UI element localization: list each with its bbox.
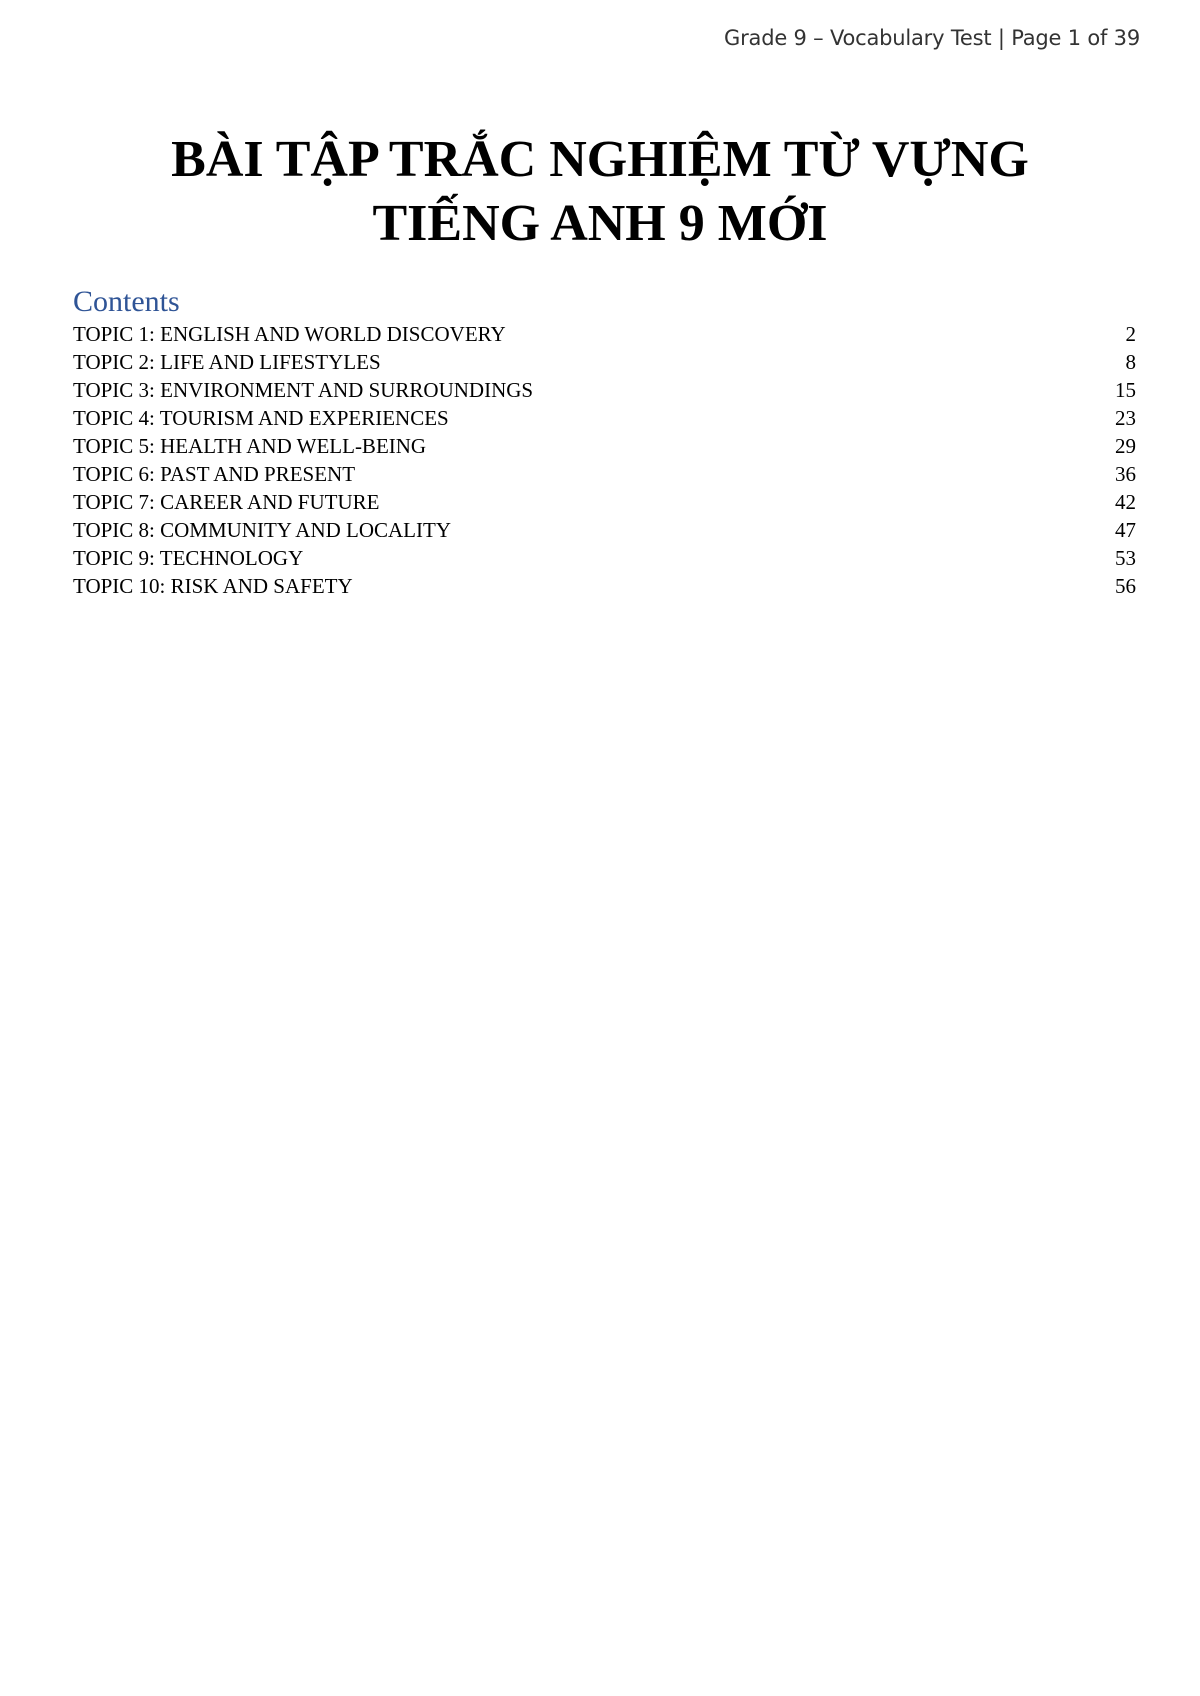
- document-title: [0, 128, 1200, 256]
- toc-entry-page-number: 47: [1115, 518, 1136, 542]
- toc-entry-page-number: 23: [1115, 406, 1136, 430]
- title-line-2: TIẾNG ANH 9 MỚI: [372, 195, 828, 252]
- toc-entry-page-number: 2: [1125, 322, 1136, 346]
- toc-entry-page-number: 53: [1115, 546, 1136, 570]
- toc-entry-topic-2[interactable]: [73, 348, 1136, 376]
- toc-entry-page-number: 56: [1115, 574, 1136, 598]
- toc-entry-topic-6[interactable]: [73, 460, 1136, 488]
- toc-entry-label: TOPIC 9: TECHNOLOGY: [73, 546, 304, 570]
- toc-entry-label: TOPIC 5: HEALTH AND WELL-BEING: [73, 434, 427, 458]
- page-header: Grade 9 – Vocabulary Test | Page 1 of 39: [724, 26, 1140, 50]
- toc-entry-page-number: 29: [1115, 434, 1136, 458]
- table-of-contents: [73, 284, 1136, 600]
- toc-entry-page-number: 15: [1115, 378, 1136, 402]
- toc-entry-page-number: 8: [1125, 350, 1136, 374]
- title-line-1: BÀI TẬP TRẮC NGHIỆM TỪ VỰNG: [171, 131, 1029, 188]
- toc-entry-topic-7[interactable]: [73, 488, 1136, 516]
- toc-entry-topic-10[interactable]: [73, 572, 1136, 600]
- toc-entry-label: TOPIC 1: ENGLISH AND WORLD DISCOVERY: [73, 322, 506, 346]
- toc-list: [73, 320, 1136, 600]
- toc-entry-topic-8[interactable]: [73, 516, 1136, 544]
- toc-entry-topic-3[interactable]: [73, 376, 1136, 404]
- toc-heading: Contents: [73, 285, 180, 318]
- toc-entry-topic-1[interactable]: [73, 320, 1136, 348]
- toc-entry-label: TOPIC 3: ENVIRONMENT AND SURROUNDINGS: [73, 378, 534, 402]
- toc-entry-topic-9[interactable]: [73, 544, 1136, 572]
- toc-entry-label: TOPIC 7: CAREER AND FUTURE: [73, 490, 380, 514]
- toc-entry-label: TOPIC 10: RISK AND SAFETY: [73, 574, 353, 598]
- toc-entry-page-number: 36: [1115, 462, 1136, 486]
- toc-entry-label: TOPIC 8: COMMUNITY AND LOCALITY: [73, 518, 451, 542]
- toc-entry-label: TOPIC 6: PAST AND PRESENT: [73, 462, 356, 486]
- toc-entry-page-number: 42: [1115, 490, 1136, 514]
- toc-entry-label: TOPIC 4: TOURISM AND EXPERIENCES: [73, 406, 449, 430]
- toc-entry-topic-4[interactable]: [73, 404, 1136, 432]
- toc-entry-topic-5[interactable]: [73, 432, 1136, 460]
- toc-entry-label: TOPIC 2: LIFE AND LIFESTYLES: [73, 350, 381, 374]
